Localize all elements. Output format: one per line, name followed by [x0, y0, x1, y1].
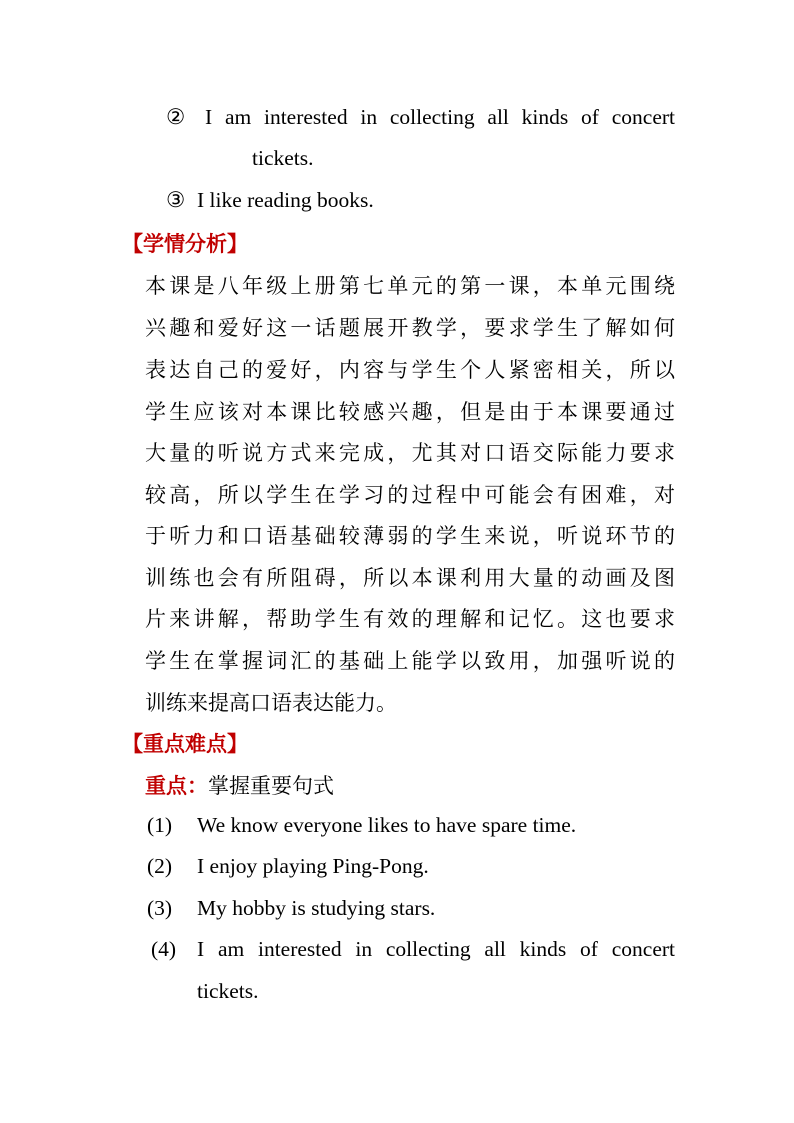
key-item-3-text: My hobby is studying stars.: [197, 896, 436, 920]
analysis-line: 表达自己的爱好，内容与学生个人紧密相关，所以: [145, 358, 675, 382]
list-item-2-line1: I am interested in collecting all kinds of concert: [205, 105, 675, 129]
analysis-heading: 【学情分析】: [122, 232, 248, 256]
key-item-2-marker: (2): [147, 854, 173, 878]
analysis-line: 学生应该对本课比较感兴趣，但是由于本课要通过: [145, 400, 675, 424]
analysis-line: 较高，所以学生在学习的过程中可能会有困难，对: [145, 483, 675, 507]
analysis-line: 兴趣和爱好这一话题展开教学，要求学生了解如何: [145, 316, 675, 340]
key-item-4-marker: (4): [151, 937, 177, 961]
key-item-2-text: I enjoy playing Ping-Pong.: [197, 854, 429, 878]
key-points-label: 重点：: [145, 774, 208, 798]
list-item-2-line2: tickets.: [252, 146, 314, 170]
list-item-3-text: I like reading books.: [197, 188, 374, 212]
key-points-label-row: [145, 770, 334, 800]
analysis-line: 大量的听说方式来完成，尤其对口语交际能力要求: [145, 441, 675, 465]
key-points-label-text: 掌握重要句式: [208, 774, 334, 798]
key-item-1-marker: (1): [147, 813, 173, 837]
analysis-line: 于听力和口语基础较薄弱的学生来说，听说环节的: [145, 524, 675, 548]
list-item-2-marker: ②: [166, 105, 186, 129]
key-item-4-line1: I am interested in collecting all kinds of concert: [197, 937, 675, 961]
list-item-3-marker: ③: [166, 188, 186, 212]
analysis-line: 训练来提高口语表达能力。: [145, 691, 397, 715]
key-points-heading: 【重点难点】: [122, 732, 248, 756]
key-item-3-marker: (3): [147, 896, 173, 920]
analysis-line: 本课是八年级上册第七单元的第一课，本单元围绕: [145, 274, 675, 298]
key-item-4-line2: tickets.: [197, 979, 259, 1003]
analysis-line: 训练也会有所阻碍，所以本课利用大量的动画及图: [145, 566, 675, 590]
key-item-1-text: We know everyone likes to have spare time.: [197, 813, 577, 837]
analysis-line: 学生在掌握词汇的基础上能学以致用，加强听说的: [145, 649, 675, 673]
analysis-line: 片来讲解，帮助学生有效的理解和记忆。这也要求: [145, 607, 675, 631]
